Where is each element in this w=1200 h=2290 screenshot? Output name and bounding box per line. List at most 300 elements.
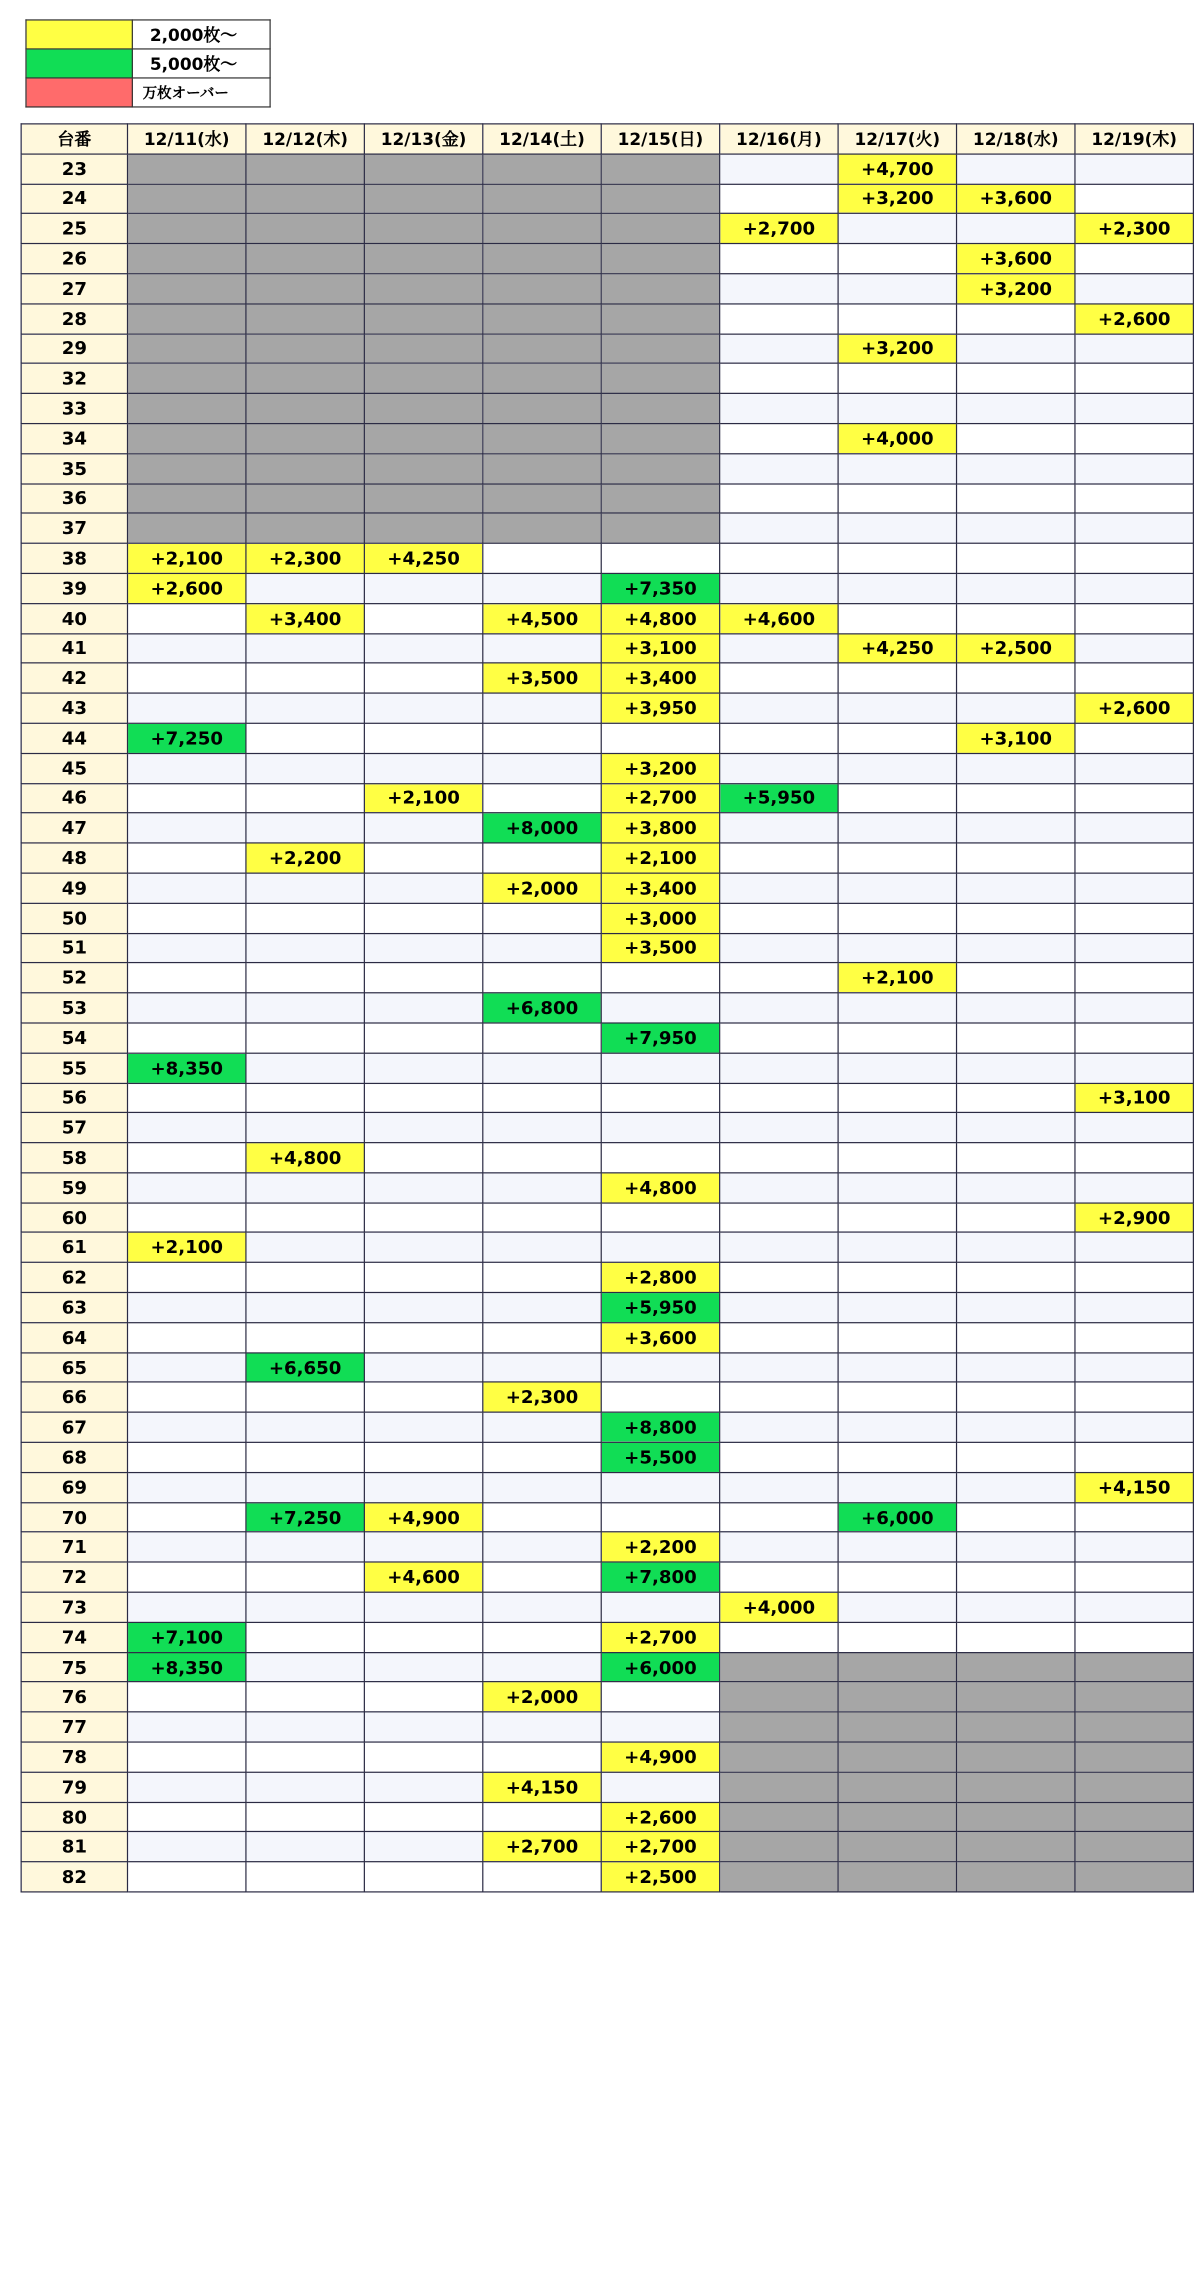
table-row <box>21 603 1193 633</box>
unavailable-cell <box>364 454 482 484</box>
empty-cell <box>246 1293 364 1323</box>
result-cell: +4,600 <box>364 1562 482 1592</box>
machine-number-cell: 53 <box>21 993 127 1023</box>
result-cell: +7,800 <box>601 1562 719 1592</box>
unavailable-cell <box>246 244 364 274</box>
table-row <box>21 1532 1193 1562</box>
empty-cell <box>364 1323 482 1353</box>
empty-cell <box>957 753 1075 783</box>
machine-number-cell: 49 <box>21 873 127 903</box>
empty-cell <box>957 543 1075 573</box>
legend-label: 5,000枚～ <box>132 49 270 78</box>
empty-cell <box>601 1083 719 1113</box>
empty-cell <box>720 483 838 513</box>
result-cell: +4,800 <box>246 1143 364 1173</box>
empty-cell <box>720 1442 838 1472</box>
empty-cell <box>364 753 482 783</box>
unavailable-cell <box>246 364 364 394</box>
empty-cell <box>720 1143 838 1173</box>
result-cell: +4,800 <box>601 1173 719 1203</box>
empty-cell <box>246 633 364 663</box>
empty-cell <box>838 1382 956 1412</box>
empty-cell <box>127 783 245 813</box>
legend-swatch-green <box>26 49 132 78</box>
table-row <box>21 1382 1193 1412</box>
unavailable-cell <box>364 304 482 334</box>
empty-cell <box>127 1113 245 1143</box>
result-cell: +3,400 <box>246 603 364 633</box>
empty-cell <box>483 1712 601 1742</box>
empty-cell <box>601 1113 719 1143</box>
machine-number-cell: 39 <box>21 573 127 603</box>
empty-cell <box>957 573 1075 603</box>
empty-cell <box>838 304 956 334</box>
empty-cell <box>364 663 482 693</box>
empty-cell <box>246 1472 364 1502</box>
empty-cell <box>127 1293 245 1323</box>
unavailable-cell <box>1075 1682 1193 1712</box>
empty-cell <box>720 1113 838 1143</box>
unavailable-cell <box>1075 1832 1193 1862</box>
empty-cell <box>127 1472 245 1502</box>
table-row <box>21 1472 1193 1502</box>
result-cell: +7,250 <box>246 1502 364 1532</box>
empty-cell <box>246 933 364 963</box>
table-row <box>21 963 1193 993</box>
empty-cell <box>957 903 1075 933</box>
machine-number-cell: 73 <box>21 1592 127 1622</box>
unavailable-cell <box>246 394 364 424</box>
empty-cell <box>246 1263 364 1293</box>
empty-cell <box>483 1652 601 1682</box>
empty-cell <box>246 1592 364 1622</box>
empty-cell <box>601 1472 719 1502</box>
empty-cell <box>838 753 956 783</box>
empty-cell <box>483 1742 601 1772</box>
empty-cell <box>483 1263 601 1293</box>
header-date: 12/18(水) <box>957 124 1075 154</box>
empty-cell <box>838 723 956 753</box>
empty-cell <box>127 1173 245 1203</box>
result-cell: +4,500 <box>483 603 601 633</box>
empty-cell <box>601 1772 719 1802</box>
result-cell: +4,000 <box>838 424 956 454</box>
table-row <box>21 1562 1193 1592</box>
machine-number-cell: 37 <box>21 513 127 543</box>
empty-cell <box>1075 1173 1193 1203</box>
empty-cell <box>957 1143 1075 1173</box>
empty-cell <box>720 1233 838 1263</box>
empty-cell <box>364 1712 482 1742</box>
empty-cell <box>957 483 1075 513</box>
unavailable-cell <box>246 184 364 214</box>
empty-cell <box>127 1682 245 1712</box>
result-cell: +2,100 <box>127 543 245 573</box>
header-date: 12/13(金) <box>364 124 482 154</box>
empty-cell <box>364 1862 482 1892</box>
result-cell: +8,350 <box>127 1652 245 1682</box>
unavailable-cell <box>601 334 719 364</box>
unavailable-cell <box>957 1682 1075 1712</box>
result-cell: +7,350 <box>601 573 719 603</box>
table-row <box>21 304 1193 334</box>
table-row <box>21 1442 1193 1472</box>
result-cell: +3,500 <box>483 663 601 693</box>
empty-cell <box>1075 663 1193 693</box>
empty-cell <box>246 813 364 843</box>
unavailable-cell <box>601 454 719 484</box>
result-cell: +3,000 <box>601 903 719 933</box>
empty-cell <box>720 304 838 334</box>
empty-cell <box>127 1592 245 1622</box>
table-row <box>21 903 1193 933</box>
unavailable-cell <box>720 1802 838 1832</box>
unavailable-cell <box>1075 1862 1193 1892</box>
unavailable-cell <box>127 364 245 394</box>
empty-cell <box>1075 454 1193 484</box>
machine-number-cell: 71 <box>21 1532 127 1562</box>
empty-cell <box>246 1652 364 1682</box>
empty-cell <box>483 1053 601 1083</box>
machine-number-cell: 44 <box>21 723 127 753</box>
empty-cell <box>957 154 1075 184</box>
empty-cell <box>127 1263 245 1293</box>
result-cell: +4,150 <box>1075 1472 1193 1502</box>
empty-cell <box>957 693 1075 723</box>
table-row <box>21 1293 1193 1323</box>
result-cell: +3,600 <box>957 184 1075 214</box>
result-cell: +2,500 <box>601 1862 719 1892</box>
machine-number-cell: 50 <box>21 903 127 933</box>
empty-cell <box>246 1622 364 1652</box>
machine-number-cell: 68 <box>21 1442 127 1472</box>
empty-cell <box>1075 483 1193 513</box>
machine-number-cell: 35 <box>21 454 127 484</box>
empty-cell <box>246 963 364 993</box>
empty-cell <box>957 1053 1075 1083</box>
header-date: 12/16(月) <box>720 124 838 154</box>
empty-cell <box>601 993 719 1023</box>
unavailable-cell <box>483 424 601 454</box>
empty-cell <box>838 543 956 573</box>
empty-cell <box>957 1023 1075 1053</box>
result-cell: +2,100 <box>364 783 482 813</box>
empty-cell <box>601 1233 719 1263</box>
empty-cell <box>1075 1233 1193 1263</box>
empty-cell <box>720 1353 838 1383</box>
result-cell: +2,700 <box>601 1622 719 1652</box>
legend-swatch-yellow <box>26 20 132 49</box>
empty-cell <box>364 1772 482 1802</box>
empty-cell <box>246 1832 364 1862</box>
empty-cell <box>483 1802 601 1832</box>
machine-number-cell: 23 <box>21 154 127 184</box>
empty-cell <box>720 723 838 753</box>
empty-cell <box>720 753 838 783</box>
unavailable-cell <box>127 483 245 513</box>
empty-cell <box>127 1712 245 1742</box>
empty-cell <box>1075 184 1193 214</box>
empty-cell <box>601 543 719 573</box>
result-cell: +2,600 <box>1075 304 1193 334</box>
empty-cell <box>483 573 601 603</box>
empty-cell <box>483 1592 601 1622</box>
empty-cell <box>838 513 956 543</box>
result-cell: +2,200 <box>246 843 364 873</box>
table-row <box>21 1832 1193 1862</box>
table-row <box>21 813 1193 843</box>
legend-row <box>26 49 270 78</box>
empty-cell <box>483 753 601 783</box>
table-row <box>21 1353 1193 1383</box>
empty-cell <box>957 1502 1075 1532</box>
unavailable-cell <box>601 424 719 454</box>
result-cell: +3,400 <box>601 873 719 903</box>
empty-cell <box>720 903 838 933</box>
unavailable-cell <box>1075 1652 1193 1682</box>
unavailable-cell <box>127 184 245 214</box>
table-row <box>21 1233 1193 1263</box>
unavailable-cell <box>957 1712 1075 1742</box>
empty-cell <box>720 1502 838 1532</box>
result-cell: +3,200 <box>838 334 956 364</box>
empty-cell <box>838 1562 956 1592</box>
empty-cell <box>127 753 245 783</box>
empty-cell <box>483 843 601 873</box>
empty-cell <box>127 1832 245 1862</box>
unavailable-cell <box>720 1832 838 1862</box>
empty-cell <box>1075 1323 1193 1353</box>
unavailable-cell <box>246 454 364 484</box>
unavailable-cell <box>127 454 245 484</box>
empty-cell <box>1075 993 1193 1023</box>
empty-cell <box>246 1742 364 1772</box>
unavailable-cell <box>483 244 601 274</box>
empty-cell <box>838 603 956 633</box>
unavailable-cell <box>483 184 601 214</box>
header-date: 12/19(木) <box>1075 124 1193 154</box>
empty-cell <box>1075 424 1193 454</box>
machine-number-cell: 48 <box>21 843 127 873</box>
empty-cell <box>364 1802 482 1832</box>
machine-number-cell: 27 <box>21 274 127 304</box>
machine-number-cell: 82 <box>21 1862 127 1892</box>
empty-cell <box>364 1263 482 1293</box>
table-row <box>21 513 1193 543</box>
unavailable-cell <box>483 214 601 244</box>
empty-cell <box>957 1353 1075 1383</box>
machine-number-cell: 80 <box>21 1802 127 1832</box>
unavailable-cell <box>127 214 245 244</box>
unavailable-cell <box>1075 1772 1193 1802</box>
empty-cell <box>720 244 838 274</box>
table-row <box>21 214 1193 244</box>
empty-cell <box>127 1323 245 1353</box>
empty-cell <box>720 513 838 543</box>
table-row <box>21 723 1193 753</box>
machine-number-cell: 52 <box>21 963 127 993</box>
empty-cell <box>1075 843 1193 873</box>
empty-cell <box>838 1023 956 1053</box>
empty-cell <box>483 1442 601 1472</box>
empty-cell <box>364 603 482 633</box>
result-cell: +2,100 <box>838 963 956 993</box>
empty-cell <box>838 1353 956 1383</box>
empty-cell <box>246 1382 364 1412</box>
unavailable-cell <box>246 304 364 334</box>
machine-number-cell: 54 <box>21 1023 127 1053</box>
empty-cell <box>957 933 1075 963</box>
empty-cell <box>246 1562 364 1592</box>
empty-cell <box>127 1502 245 1532</box>
unavailable-cell <box>957 1652 1075 1682</box>
result-cell: +4,900 <box>364 1502 482 1532</box>
machine-number-cell: 24 <box>21 184 127 214</box>
result-cell: +3,100 <box>601 633 719 663</box>
empty-cell <box>364 1442 482 1472</box>
result-cell: +4,250 <box>838 633 956 663</box>
empty-cell <box>720 1323 838 1353</box>
empty-cell <box>127 1742 245 1772</box>
empty-cell <box>1075 1263 1193 1293</box>
machine-number-cell: 43 <box>21 693 127 723</box>
empty-cell <box>957 603 1075 633</box>
empty-cell <box>127 1442 245 1472</box>
empty-cell <box>483 1173 601 1203</box>
table-row <box>21 1323 1193 1353</box>
empty-cell <box>127 1203 245 1233</box>
empty-cell <box>127 963 245 993</box>
empty-cell <box>957 1323 1075 1353</box>
empty-cell <box>483 1412 601 1442</box>
empty-cell <box>1075 603 1193 633</box>
empty-cell <box>720 663 838 693</box>
empty-cell <box>601 1143 719 1173</box>
empty-cell <box>838 1293 956 1323</box>
result-cell: +2,600 <box>127 573 245 603</box>
result-cell: +2,700 <box>720 214 838 244</box>
empty-cell <box>720 1532 838 1562</box>
result-cell: +2,800 <box>601 1263 719 1293</box>
empty-cell <box>246 1203 364 1233</box>
empty-cell <box>1075 753 1193 783</box>
result-cell: +2,600 <box>1075 693 1193 723</box>
empty-cell <box>483 1353 601 1383</box>
empty-cell <box>483 633 601 663</box>
legend-swatch-red <box>26 78 132 107</box>
empty-cell <box>601 1353 719 1383</box>
empty-cell <box>364 843 482 873</box>
empty-cell <box>838 903 956 933</box>
unavailable-cell <box>127 334 245 364</box>
unavailable-cell <box>364 274 482 304</box>
empty-cell <box>1075 1382 1193 1412</box>
empty-cell <box>364 1173 482 1203</box>
result-cell: +6,650 <box>246 1353 364 1383</box>
empty-cell <box>720 1263 838 1293</box>
empty-cell <box>483 543 601 573</box>
empty-cell <box>483 1143 601 1173</box>
machine-number-cell: 47 <box>21 813 127 843</box>
unavailable-cell <box>838 1832 956 1862</box>
empty-cell <box>364 1023 482 1053</box>
empty-cell <box>483 1622 601 1652</box>
empty-cell <box>601 1382 719 1412</box>
table-row <box>21 1862 1193 1892</box>
empty-cell <box>957 1382 1075 1412</box>
unavailable-cell <box>483 364 601 394</box>
header-date: 12/14(土) <box>483 124 601 154</box>
table-row <box>21 424 1193 454</box>
table-row <box>21 394 1193 424</box>
result-cell: +2,700 <box>601 783 719 813</box>
empty-cell <box>364 963 482 993</box>
empty-cell <box>364 1143 482 1173</box>
result-cell: +3,600 <box>957 244 1075 274</box>
empty-cell <box>720 154 838 184</box>
empty-cell <box>838 1113 956 1143</box>
result-cell: +2,700 <box>601 1832 719 1862</box>
empty-cell <box>483 1083 601 1113</box>
table-row <box>21 1682 1193 1712</box>
empty-cell <box>127 1143 245 1173</box>
empty-cell <box>957 214 1075 244</box>
machine-number-cell: 34 <box>21 424 127 454</box>
empty-cell <box>720 184 838 214</box>
table-row <box>21 184 1193 214</box>
header-date: 12/12(木) <box>246 124 364 154</box>
empty-cell <box>364 1203 482 1233</box>
result-cell: +2,300 <box>1075 214 1193 244</box>
unavailable-cell <box>957 1832 1075 1862</box>
empty-cell <box>720 1382 838 1412</box>
table-row <box>21 1083 1193 1113</box>
machine-number-cell: 76 <box>21 1682 127 1712</box>
empty-cell <box>1075 1502 1193 1532</box>
empty-cell <box>720 1173 838 1203</box>
empty-cell <box>127 603 245 633</box>
empty-cell <box>483 1323 601 1353</box>
empty-cell <box>127 813 245 843</box>
unavailable-cell <box>127 424 245 454</box>
empty-cell <box>483 1862 601 1892</box>
empty-cell <box>483 1203 601 1233</box>
machine-number-cell: 66 <box>21 1382 127 1412</box>
machine-number-cell: 57 <box>21 1113 127 1143</box>
results-table <box>21 123 1194 1892</box>
header-date: 12/11(水) <box>127 124 245 154</box>
empty-cell <box>720 1053 838 1083</box>
empty-cell <box>957 783 1075 813</box>
empty-cell <box>838 573 956 603</box>
table-row <box>21 1742 1193 1772</box>
unavailable-cell <box>364 214 482 244</box>
empty-cell <box>246 1862 364 1892</box>
empty-cell <box>364 1083 482 1113</box>
empty-cell <box>720 633 838 663</box>
empty-cell <box>1075 154 1193 184</box>
empty-cell <box>246 783 364 813</box>
table-row <box>21 334 1193 364</box>
empty-cell <box>957 1263 1075 1293</box>
unavailable-cell <box>720 1862 838 1892</box>
empty-cell <box>483 1532 601 1562</box>
machine-number-cell: 74 <box>21 1622 127 1652</box>
result-cell: +2,100 <box>127 1233 245 1263</box>
table-row <box>21 1203 1193 1233</box>
table-row <box>21 1802 1193 1832</box>
empty-cell <box>1075 1442 1193 1472</box>
